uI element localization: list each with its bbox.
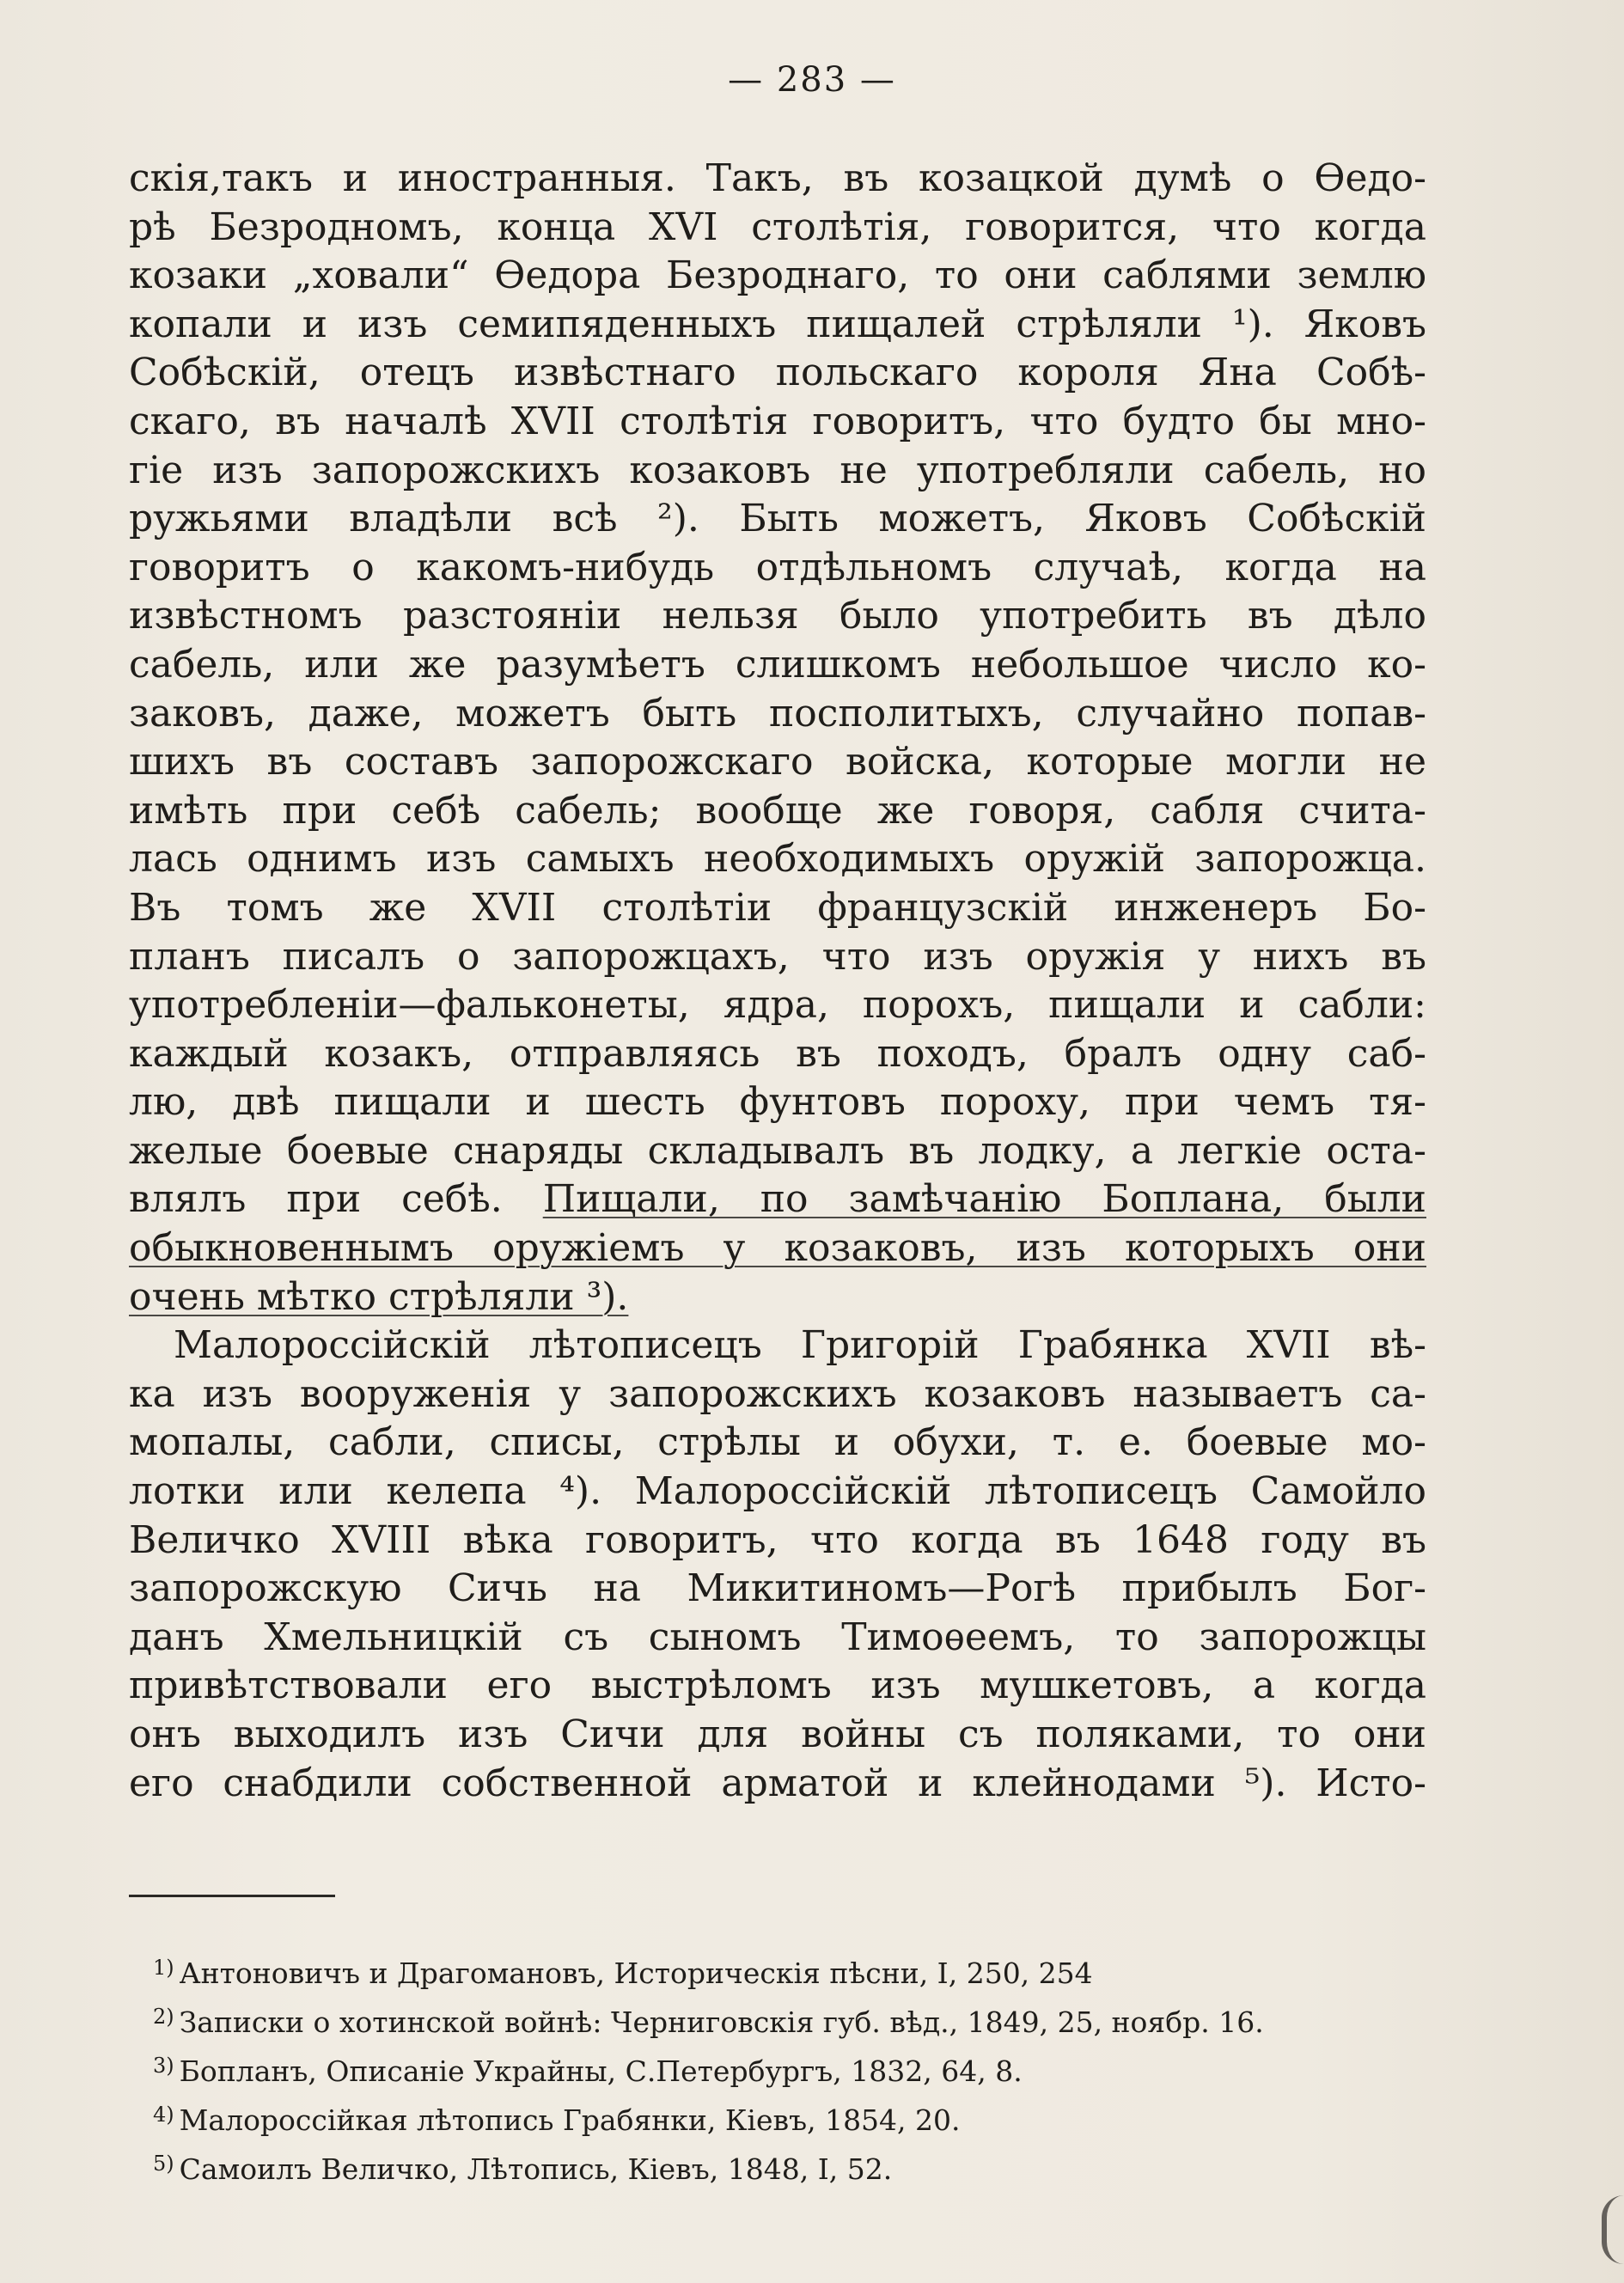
pencil-underlined-segment: Пищали, по замѣчанію Боплана, были [542,1177,1426,1222]
footnote [153,1993,1459,2042]
text-line: запорожскую Сичь на Микитиномъ—Рогѣ прибылъ Бог- [129,1566,1426,1611]
text-line-underlined [129,1224,1426,1273]
text-line: употребленіи—фальконеты, ядра, порохъ, пищали и сабли: [129,983,1426,1028]
text-line: его снабдили собственной арматой и клейнодами ⁵). Исто- [129,1761,1426,1805]
footnote-mark: 2) [153,2005,174,2029]
footnote-mark: 1) [153,1956,174,1980]
text-line: лотки или келепа ⁴). Малороссійскій лѣтописецъ Самойло [129,1469,1426,1514]
text-line: говоритъ о какомъ-нибудь отдѣльномъ случаѣ, когда на [129,545,1426,589]
footnote-text: Самоилъ Величко, Лѣтопись, Кіевъ, 1848, I, 52. [179,2152,893,2186]
footnote-mark: 4) [153,2103,174,2127]
text-line: гіе изъ запорожскихъ козаковъ не употребляли сабель, но [129,448,1426,492]
footnotes [153,1944,1459,2188]
text-line: ружьями владѣли всѣ ²). Быть можетъ, Яковъ Собѣскій [129,497,1426,541]
text-line: Въ томъ же XVII столѣтіи французскій инженеръ Бо- [129,885,1426,930]
pencil-underlined-segment: очень мѣтко стрѣляли ³). [129,1274,629,1319]
text-line: лю, двѣ пищали и шесть фунтовъ пороху, при чемъ тя- [129,1080,1426,1125]
text-line: ка изъ вооруженія у запорожскихъ козаковъ называетъ са- [129,1371,1426,1416]
text-line: козаки „ховали“ Өедора Безроднаго, то они саблями землю [129,253,1426,298]
text-line: шихъ въ составъ запорожскаго войска, которые могли не [129,740,1426,784]
text-line: данъ Хмельницкій съ сыномъ Тимоѳеемъ, то запорожцы [129,1615,1426,1659]
text-line: копали и изъ семипяденныхъ пищалей стрѣляли ¹). Яковъ [129,302,1426,346]
text-line: каждый козакъ, отправляясь въ походъ, бралъ одну саб- [129,1031,1426,1076]
footnote-text: Малороссійкая лѣтопись Грабянки, Кіевъ, 1854, 20. [179,2103,961,2137]
text-line-underlined [129,1273,1426,1322]
pencil-underlined-segment: обыкновеннымъ оружіемъ у козаковъ, изъ которыхъ они [129,1226,1426,1271]
page-number: — 283 — [728,60,896,100]
text-line: мопалы, сабли, списы, стрѣлы и обухи, т. е. боевые мо- [129,1420,1426,1465]
text-line: заковъ, даже, можетъ быть посполитыхъ, случайно попав- [129,691,1426,736]
text-line: Собѣскій, отецъ извѣстнаго польскаго короля Яна Собѣ- [129,351,1426,395]
text-line: планъ писалъ о запорожцахъ, что изъ оружія у нихъ въ [129,934,1426,979]
footnote-text: Антоновичъ и Драгомановъ, Историческія пѣсни, I, 250, 254 [179,1956,1093,1990]
text-line: имѣть при себѣ сабель; вообще же говоря, сабля счита- [129,788,1426,833]
text-line: рѣ Безродномъ, конца XVI столѣтія, говорится, что когда [129,204,1426,249]
footnote [153,2140,1459,2188]
main-text [129,155,1426,1808]
text-line: скія,такъ и иностранныя. Такъ, въ козацкой думѣ о Өедо- [129,156,1426,200]
text-line: желые боевые снаряды складывалъ въ лодку, а легкіе оста- [129,1128,1426,1173]
text-line-underlined [129,1175,1426,1224]
footnote-mark: 5) [153,2152,174,2176]
text-segment: влялъ при себѣ. [129,1177,543,1222]
text-line: онъ выходилъ изъ Сичи для войны съ поляками, то они [129,1712,1426,1756]
edge-mark [1602,2195,1624,2264]
footnote-text: Бопланъ, Описаніе Украйны, С.Петербургъ, 1832, 64, 8. [179,2054,1023,2088]
footnote [153,1944,1459,1993]
text-line: привѣтствовали его выстрѣломъ изъ мушкетовъ, а когда [129,1663,1426,1708]
footnote [153,2042,1459,2091]
text-line: лась однимъ изъ самыхъ необходимыхъ оружій запорожца. [129,837,1426,882]
footnote-separator [129,1895,335,1897]
text-line: сабель, или же разумѣетъ слишкомъ небольшое число ко- [129,642,1426,687]
text-line: извѣстномъ разстояніи нельзя было употребить въ дѣло [129,594,1426,638]
footnote [153,2091,1459,2140]
footnote-text: Записки о хотинской войнѣ: Черниговскія губ. вѣд., 1849, 25, ноябр. 16. [179,2005,1264,2039]
text-line: Величко XVIII вѣка говоритъ, что когда въ 1648 году въ [129,1517,1426,1562]
footnote-mark: 3) [153,2054,174,2078]
text-line: скаго, въ началѣ XVII столѣтія говоритъ, что будто бы мно- [129,399,1426,443]
paragraph-first-line: Малороссійскій лѣтописецъ Григорій Грабянка XVII вѣ- [174,1323,1426,1368]
